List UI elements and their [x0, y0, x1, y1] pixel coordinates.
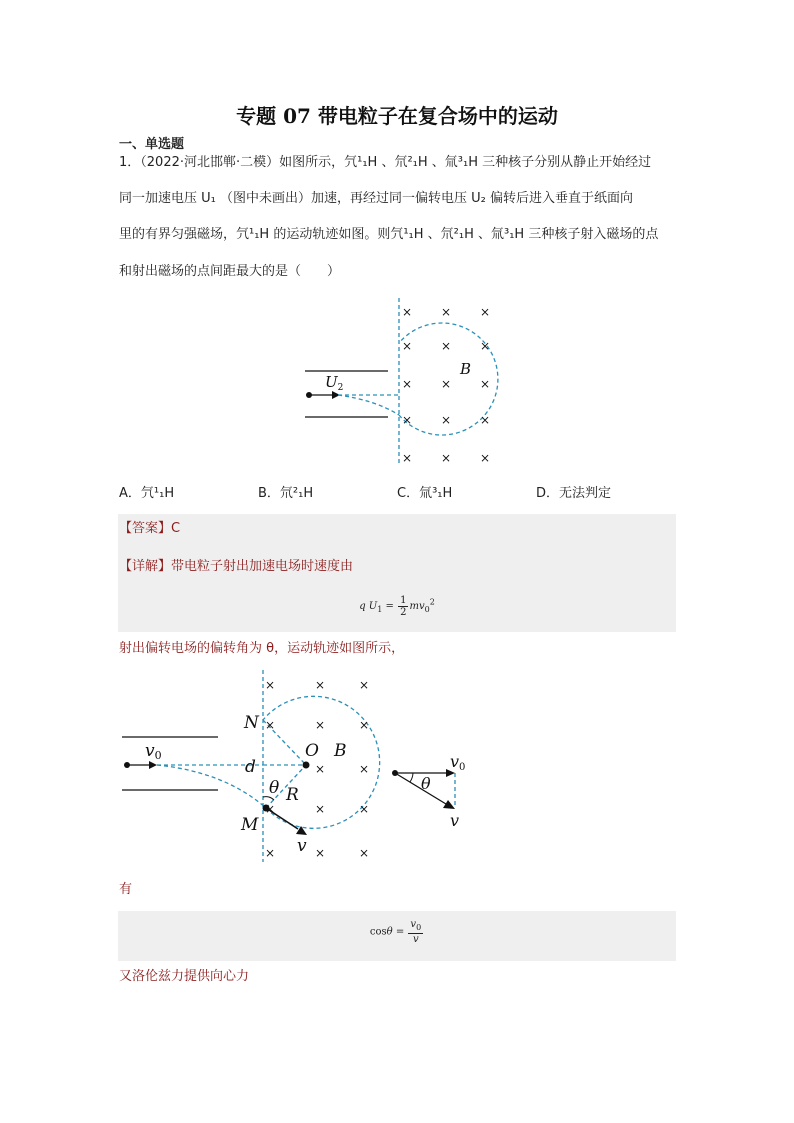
field-cross: ×	[264, 718, 276, 732]
field-cross: ×	[440, 451, 452, 465]
triangle-label-v: v	[450, 811, 460, 830]
formula-energy: q $U_1$ = $\frac{1}{2}$ $mv_0^2$	[359, 595, 435, 618]
field-cross: ×	[314, 678, 326, 692]
label-v0: v0	[145, 741, 162, 762]
triangle-label-theta: θ	[421, 774, 431, 793]
question-line-4: 和射出磁场的点间距最大的是（ ）	[119, 264, 341, 279]
label-n: N	[244, 713, 259, 733]
field-cross: ×	[358, 678, 370, 692]
explanation-text: 射出偏转电场的偏转角为 θ，运动轨迹如图所示，	[119, 641, 405, 656]
arrow-head-icon	[149, 761, 157, 769]
field-cross: ×	[401, 339, 413, 353]
field-cross: ×	[440, 377, 452, 391]
detail-label: 【详解】	[119, 559, 172, 574]
field-cross: ×	[314, 802, 326, 816]
detail-text: 带电粒子射出加速电场时速度由	[171, 559, 354, 574]
field-cross: ×	[401, 305, 413, 319]
field-cross: ×	[479, 451, 491, 465]
field-cross: ×	[358, 762, 370, 776]
field-cross: ×	[314, 718, 326, 732]
field-cross: ×	[264, 802, 276, 816]
field-cross: ×	[401, 451, 413, 465]
field-cross: ×	[440, 305, 452, 319]
label-v: v	[297, 836, 307, 856]
center-o-dot	[303, 762, 310, 769]
option-b[interactable]: B．氘²₁H	[258, 486, 314, 501]
label-m: M	[241, 815, 259, 835]
field-cross: ×	[440, 413, 452, 427]
triangle-label-v0: v0	[450, 752, 466, 773]
arrow-head-icon	[443, 800, 455, 809]
section-heading: 一、单选题	[119, 137, 185, 152]
field-cross: ×	[314, 762, 326, 776]
field-cross: ×	[264, 846, 276, 860]
answer-label: 【答案】	[119, 521, 172, 536]
field-cross: ×	[479, 413, 491, 427]
label-b: B	[334, 741, 347, 761]
question-line-2: 同一加速电压 U₁ （图中未画出）加速，再经过同一偏转电压 U₂ 偏转后进入垂直于纸面向	[119, 191, 633, 206]
field-cross: ×	[479, 377, 491, 391]
answer-value: C	[171, 521, 181, 536]
question-line-1: 1．（2022·河北邯郸·二模）如图所示，氕¹₁H 、氘²₁H 、氚³₁H 三种核子分别从静止开始经过	[119, 155, 652, 170]
field-cross: ×	[264, 678, 276, 692]
field-cross: ×	[358, 846, 370, 860]
text-you: 有	[119, 882, 133, 897]
field-cross: ×	[401, 413, 413, 427]
question-line-3: 里的有界匀强磁场，氕¹₁H 的运动轨迹如图。则氕¹₁H 、氘²₁H 、氚³₁H 三种核子射入磁场的点	[119, 227, 659, 242]
label-b: B	[460, 360, 472, 378]
option-a[interactable]: A．氕¹₁H	[119, 486, 175, 501]
field-cross: ×	[479, 339, 491, 353]
field-cross: ×	[479, 305, 491, 319]
label-d: d	[245, 757, 256, 777]
theta-arc	[410, 773, 413, 782]
label-o: O	[305, 741, 319, 761]
label-r: R	[286, 785, 299, 805]
field-cross: ×	[358, 718, 370, 732]
label-u2: $U_2$	[325, 373, 344, 393]
field-cross: ×	[440, 339, 452, 353]
text-lorentz: 又洛伦兹力提供向心力	[119, 969, 250, 984]
label-theta: θ	[269, 778, 280, 798]
field-cross: ×	[314, 846, 326, 860]
field-cross: ×	[401, 377, 413, 391]
page-title: 专题 07 带电粒子在复合场中的运动	[236, 104, 558, 128]
option-d[interactable]: D．无法判定	[536, 486, 612, 501]
formula-cos: cosθ = $\frac{v_0}{v}$	[369, 919, 422, 945]
option-c[interactable]: C．氚³₁H	[397, 486, 453, 501]
field-cross: ×	[358, 802, 370, 816]
